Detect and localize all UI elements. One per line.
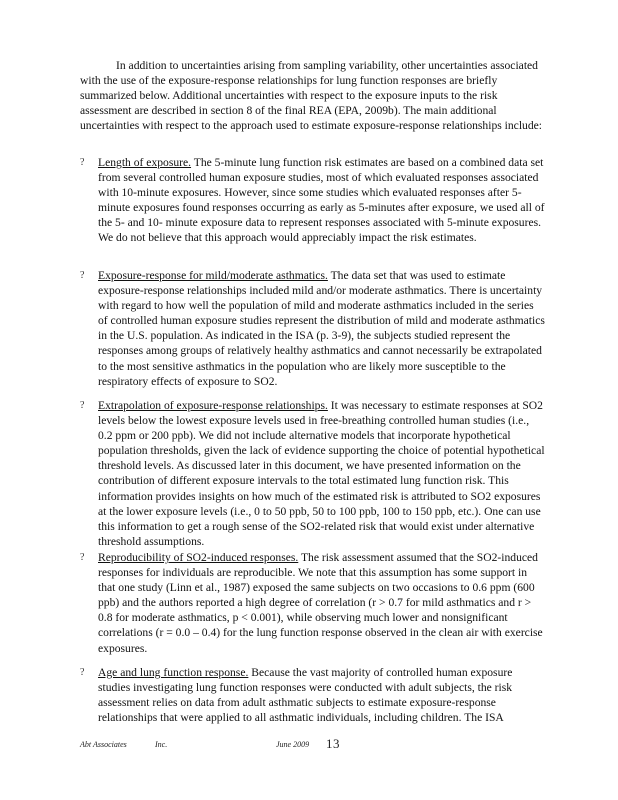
bullet-marker: ?: [80, 552, 85, 563]
item-title: Age and lung function response.: [98, 666, 249, 679]
bullet-marker: ?: [80, 400, 85, 411]
intro-paragraph: In addition to uncertainties arising from sampling variability, other uncertainties associated with the use of the exposure-response relationships for lung function responses are briefly summarized below. Additional uncertainties with respect to the exposure inputs to the risk assessment are described in section 8 of the final REA (EPA, 2009b). The main additional uncertainties with respect to the approach used to estimate exposure-response relationships include:: [80, 59, 542, 133]
item-title: Length of exposure.: [98, 156, 192, 169]
item-body: The data set that was used to estimate exposure-response relationships included mild and/or moderate asthmatics. There is uncertainty with regard to how well the population of mild and moderate asthmatics included in the series of controlled human exposure studies represent the distribution of mild and moderate asthmatics in the U.S. population. As indicated in the ISA (p. 3-9), the subjects studied represent the responses among groups of relatively healthy asthmatics and cannot necessarily be extrapolated to the most sensitive asthmatics in the population who are likely more susceptible to the respiratory effects of exposure to SO2.: [98, 269, 545, 388]
item-body: The risk assessment assumed that the SO2-induced responses for individuals are reproducible. We note that this assumption has some support in that one study (Linn et al., 1987) exposed the same subjects on two occasions to 0.6 ppm (600 ppb) and the authors reported a high degree of correlation (r > 0.7 for mild asthmatics and r > 0.8 for moderate asthmatics, p < 0.001), while observing much lower and nonsignificant correlations (r = 0.0 – 0.4) for the lung function response observed in the clean air with exercise exposures.: [98, 551, 543, 655]
item-body: Because the vast majority of controlled human exposure studies investigating lung function responses were conducted with adult subjects, the risk assessment relies on data from adult asthmatic subjects to estimate exposure-response relationships that were applied to all asthmatic individuals, including children. The ISA: [98, 666, 513, 725]
item-paragraph: [98, 398, 545, 549]
footer-organization: Abt Associates: [80, 740, 127, 749]
item-title: Reproducibility of SO2-induced responses.: [98, 551, 299, 564]
item-body: It was necessary to estimate responses at SO2 levels below the lowest exposure levels used in free-breathing controlled human studies (i.e., 0.2 ppm or 200 ppb). We did not include alternative models that incorporate hypothetical population thresholds, given the lack of evidence supporting the choice of potential hypothetical threshold levels. As discussed later in this document, we have presented information on the contribution of different exposure intervals to the total estimated lung function risk. This information provides insights on how much of the estimated risk is attributed to SO2 exposures at the lower exposure levels (i.e., 0 to 50 ppb, 50 to 100 ppb, 100 to 150 ppb, etc.). One can use this information to get a rough sense of the SO2-related risk that would exist under alternative threshold assumptions.: [98, 399, 545, 548]
item-title: Extrapolation of exposure-response relationships.: [98, 399, 328, 412]
page-footer: [80, 738, 545, 756]
footer-date: June 2009: [276, 740, 310, 749]
bullet-marker: ?: [80, 667, 85, 678]
item-paragraph: [98, 268, 545, 389]
bullet-marker: ?: [80, 270, 85, 281]
page-number: 13: [326, 736, 340, 751]
bullet-marker: ?: [80, 157, 85, 168]
item-paragraph: [98, 550, 545, 656]
item-paragraph: [98, 155, 545, 246]
footer-inc: Inc.: [155, 740, 168, 749]
item-paragraph: [98, 665, 545, 725]
item-title: Exposure-response for mild/moderate asthmatics.: [98, 269, 328, 282]
item-body: The 5-minute lung function risk estimates are based on a combined data set from several controlled human exposure studies, most of which evaluated responses associated with 10-minute exposures. However, since some studies which evaluated responses after 5-minute exposures found responses occurring as early as 5-minutes after exposure, we used all of the 5- and 10- minute exposure data to represent responses associated with 5-minute exposures. We do not believe that this approach would appreciably impact the risk estimates.: [98, 156, 545, 245]
